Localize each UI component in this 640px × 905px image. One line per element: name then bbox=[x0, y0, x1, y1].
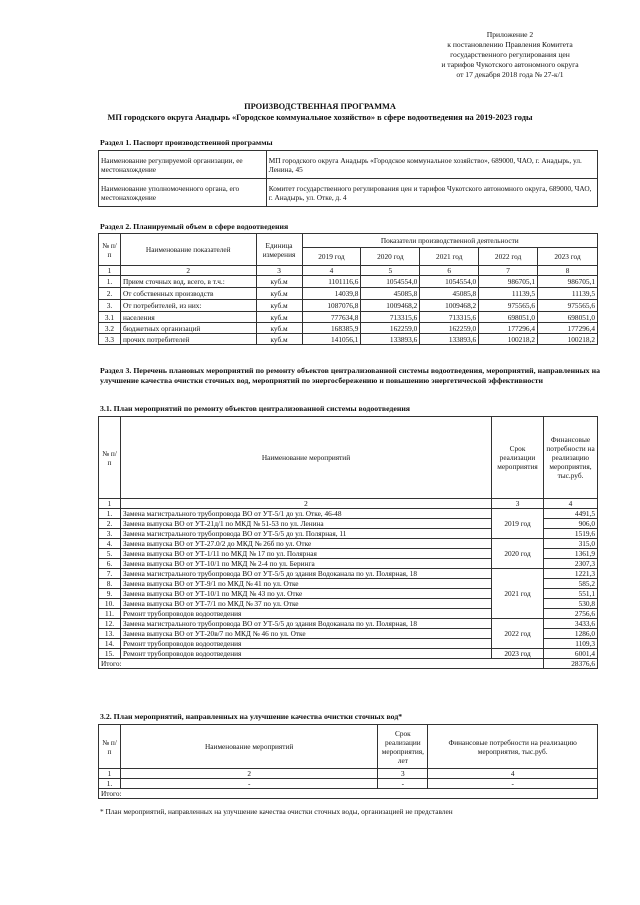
row-value: 1087076,8 bbox=[302, 300, 361, 312]
row-term: 2022 год bbox=[492, 619, 544, 649]
row-num: 10. bbox=[99, 599, 121, 609]
index-cell: 3 bbox=[492, 499, 544, 509]
row-value: 551,1 bbox=[544, 589, 598, 599]
index-cell: 3 bbox=[378, 769, 428, 779]
row-name: Замена выпуска ВО от УТ-9/1 по МКД № 41 по ул. Отке bbox=[120, 579, 491, 589]
row-unit: куб.м bbox=[256, 300, 302, 312]
row-value: 14039,8 bbox=[302, 288, 361, 300]
row-value: 975565,6 bbox=[479, 300, 538, 312]
row-unit: куб.м bbox=[256, 312, 302, 323]
row-name: Замена выпуска ВО от УТ-7/1 по МКД № 37 по ул. Отке bbox=[120, 599, 491, 609]
row-value: 315,0 bbox=[544, 539, 598, 549]
total-row bbox=[99, 789, 598, 799]
index-row bbox=[99, 499, 598, 509]
row-value: 1101116,6 bbox=[302, 276, 361, 288]
row-value: 133893,6 bbox=[361, 334, 420, 345]
total-label: Итого: bbox=[99, 659, 544, 669]
table-header-row bbox=[99, 725, 598, 769]
col-header-year: 2019 год bbox=[302, 248, 361, 266]
col-header-finance: Финансовые потребности на реализацию мероприятия, тыс.руб. bbox=[544, 417, 598, 499]
appendix-line: к постановлению Правления Комитета bbox=[447, 40, 573, 49]
index-cell: 4 bbox=[544, 499, 598, 509]
row-name: Замена выпуска ВО от УТ-21д/1 по МКД № 51-53 по ул. Ленина bbox=[120, 519, 491, 529]
col-header-name: Наименование мероприятий bbox=[120, 417, 491, 499]
table-row bbox=[99, 323, 598, 334]
row-value: 141056,1 bbox=[302, 334, 361, 345]
index-cell: 3 bbox=[256, 266, 302, 276]
row-term: 2021 год bbox=[492, 569, 544, 619]
index-cell: 1 bbox=[99, 499, 121, 509]
row-value: 975565,6 bbox=[538, 300, 598, 312]
row-value: 1009468,2 bbox=[420, 300, 479, 312]
row-value: 2307,3 bbox=[544, 559, 598, 569]
table-row bbox=[99, 300, 598, 312]
row-num: 3.2 bbox=[99, 323, 121, 334]
row-value: 1054554,0 bbox=[420, 276, 479, 288]
row-num: 3.1 bbox=[99, 312, 121, 323]
col-header-num: № п/п bbox=[99, 417, 121, 499]
col-header-term: Срок реализации мероприятия, лет bbox=[378, 725, 428, 769]
passport-value: Комитет государственного регулирования цен и тарифов Чукотского автономного округа, 689000, ЧАО, г. Анадырь, ул. Отке, д. 4 bbox=[266, 179, 597, 207]
row-name: Замена выпуска ВО от УТ-10/1 по МКД № 43 по ул. Отке bbox=[120, 589, 491, 599]
row-unit: куб.м bbox=[256, 288, 302, 300]
row-value: 986705,1 bbox=[479, 276, 538, 288]
index-cell: 8 bbox=[538, 266, 598, 276]
passport-label: Наименование уполномоченного органа, его местонахождение bbox=[99, 179, 267, 207]
col-header-name: Наименование показателей bbox=[120, 234, 256, 266]
row-num: 1. bbox=[99, 509, 121, 519]
row-num: 1. bbox=[99, 779, 121, 789]
section31-heading: 3.1. План мероприятий по ремонту объектов централизованной системы водоотведения bbox=[100, 404, 411, 413]
index-cell: 5 bbox=[361, 266, 420, 276]
document-title bbox=[80, 101, 560, 123]
appendix-header bbox=[420, 30, 600, 80]
table-row bbox=[99, 276, 598, 288]
table-row bbox=[99, 779, 598, 789]
row-num: 6. bbox=[99, 559, 121, 569]
row-num: 9. bbox=[99, 589, 121, 599]
row-value: 11139,5 bbox=[538, 288, 598, 300]
col-header-finance: Финансовые потребности на реализацию мероприятия, тыс.руб. bbox=[428, 725, 598, 769]
table-row bbox=[99, 151, 598, 179]
row-value: 1009468,2 bbox=[361, 300, 420, 312]
row-value: 45085,8 bbox=[361, 288, 420, 300]
table-row bbox=[99, 619, 598, 629]
row-name: Замена магистрального трубопровода ВО от УТ-5/5 до здания Водоканала по ул. Полярная, 18 bbox=[120, 569, 491, 579]
row-name: Ремонт трубопроводов водоотведения bbox=[120, 609, 491, 619]
section2-heading: Раздел 2. Планируемый объем в сфере водоотведения bbox=[100, 222, 289, 231]
row-value: 1286,0 bbox=[544, 629, 598, 639]
table-row bbox=[99, 509, 598, 519]
row-num: 3. bbox=[99, 529, 121, 539]
row-term: - bbox=[378, 779, 428, 789]
row-value: 1361,9 bbox=[544, 549, 598, 559]
row-name: населения bbox=[120, 312, 256, 323]
table-header-row bbox=[99, 417, 598, 499]
row-num: 7. bbox=[99, 569, 121, 579]
row-name: Замена выпуска ВО от УТ-20в/7 по МКД № 46 по ул. Отке bbox=[120, 629, 491, 639]
total-value: 28376,6 bbox=[544, 659, 598, 669]
row-value: 1109,3 bbox=[544, 639, 598, 649]
row-num: 15. bbox=[99, 649, 121, 659]
row-value: 530,8 bbox=[544, 599, 598, 609]
row-num: 12. bbox=[99, 619, 121, 629]
col-header-year: 2021 год bbox=[420, 248, 479, 266]
row-name: Замена выпуска ВО от УТ-27.0/2 до МКД № 26б по ул. Отке bbox=[120, 539, 491, 549]
row-name: бюджетных организаций bbox=[120, 323, 256, 334]
index-cell: 4 bbox=[428, 769, 598, 779]
table-row bbox=[99, 179, 598, 207]
row-value: 2756,6 bbox=[544, 609, 598, 619]
appendix-line: государственного регулирования цен bbox=[450, 50, 570, 59]
row-num: 3. bbox=[99, 300, 121, 312]
row-num: 13. bbox=[99, 629, 121, 639]
treatment-plan-table bbox=[98, 724, 598, 799]
row-value: 177296,4 bbox=[538, 323, 598, 334]
row-value: 168385,9 bbox=[302, 323, 361, 334]
row-value: 777634,8 bbox=[302, 312, 361, 323]
total-row bbox=[99, 659, 598, 669]
row-value: 177296,4 bbox=[479, 323, 538, 334]
row-value: 1519,6 bbox=[544, 529, 598, 539]
row-name: От собственных производств bbox=[120, 288, 256, 300]
passport-label: Наименование регулируемой организации, ее местонахождение bbox=[99, 151, 267, 179]
row-name: Ремонт трубопроводов водоотведения bbox=[120, 649, 491, 659]
table-row bbox=[99, 539, 598, 549]
repair-plan-table bbox=[98, 416, 598, 669]
col-header-year: 2020 год bbox=[361, 248, 420, 266]
row-value: 3433,6 bbox=[544, 619, 598, 629]
col-header-year: 2023 год bbox=[538, 248, 598, 266]
col-header-num: № п/п bbox=[99, 725, 121, 769]
row-num: 11. bbox=[99, 609, 121, 619]
col-header-num: № п/п bbox=[99, 234, 121, 266]
row-name: Замена выпуска ВО от УТ-10/1 по МКД № 2-4 по ул. Беринга bbox=[120, 559, 491, 569]
row-value: 162259,0 bbox=[361, 323, 420, 334]
title-line-1: ПРОИЗВОДСТВЕННАЯ ПРОГРАММА bbox=[244, 102, 396, 111]
row-value: - bbox=[428, 779, 598, 789]
row-name: - bbox=[120, 779, 377, 789]
row-num: 1. bbox=[99, 276, 121, 288]
table-row bbox=[99, 649, 598, 659]
passport-table bbox=[98, 150, 598, 207]
index-cell: 1 bbox=[99, 266, 121, 276]
row-unit: куб.м bbox=[256, 323, 302, 334]
row-value: 1221,3 bbox=[544, 569, 598, 579]
row-value: 713315,6 bbox=[420, 312, 479, 323]
col-header-name: Наименование мероприятий bbox=[120, 725, 377, 769]
row-name: От потребителей, из них: bbox=[120, 300, 256, 312]
row-name: Прием сточных вод, всего, в т.ч.: bbox=[120, 276, 256, 288]
index-cell: 7 bbox=[479, 266, 538, 276]
col-header-group: Показатели производственной деятельности bbox=[302, 234, 597, 248]
row-num: 8. bbox=[99, 579, 121, 589]
row-value: 713315,6 bbox=[361, 312, 420, 323]
row-term: 2020 год bbox=[492, 539, 544, 569]
index-row bbox=[99, 769, 598, 779]
row-value: 100218,2 bbox=[538, 334, 598, 345]
row-term: 2023 год bbox=[492, 649, 544, 659]
section3-heading: Раздел 3. Перечень плановых мероприятий по ремонту объектов централизованной системы водоотведения, мероприятий, направленных на улучшение качества очистки сточных вод, мероприятий по энергосбережению и повышению энергетической эффективности bbox=[100, 366, 600, 385]
row-num: 2. bbox=[99, 288, 121, 300]
col-header-term: Срок реализации мероприятия bbox=[492, 417, 544, 499]
row-name: Замена магистрального трубопровода ВО от УТ-5/1 до ул. Отке, 46-48 bbox=[120, 509, 491, 519]
row-value: 45085,8 bbox=[420, 288, 479, 300]
row-num: 4. bbox=[99, 539, 121, 549]
table-row bbox=[99, 334, 598, 345]
row-name: Замена магистрального трубопровода ВО от УТ-5/5 до здания Водоканала по ул. Полярная, 18 bbox=[120, 619, 491, 629]
row-name: Замена магистрального трубопровода ВО от УТ-5/5 до ул. Полярная, 11 bbox=[120, 529, 491, 539]
footnote: * План мероприятий, направленных на улучшение качества очистки сточных воды, организацией не представлен bbox=[100, 807, 453, 816]
row-value: 162259,0 bbox=[420, 323, 479, 334]
row-value: 4491,5 bbox=[544, 509, 598, 519]
row-num: 3.3 bbox=[99, 334, 121, 345]
row-num: 2. bbox=[99, 519, 121, 529]
row-num: 5. bbox=[99, 549, 121, 559]
col-header-year: 2022 год bbox=[479, 248, 538, 266]
row-value: 100218,2 bbox=[479, 334, 538, 345]
volume-table bbox=[98, 233, 598, 345]
row-value: 6001,4 bbox=[544, 649, 598, 659]
passport-value: МП городского округа Анадырь «Городское коммунальное хозяйство», 689000, ЧАО, г. Анадырь, ул. Ленина, 45 bbox=[266, 151, 597, 179]
section32-heading: 3.2. План мероприятий, направленных на улучшение качества очистки сточных вод* bbox=[100, 712, 403, 721]
row-name: Замена выпуска ВО от УТ-1/11 по МКД № 17 по ул. Полярная bbox=[120, 549, 491, 559]
index-cell: 4 bbox=[302, 266, 361, 276]
row-unit: куб.м bbox=[256, 276, 302, 288]
index-cell: 6 bbox=[420, 266, 479, 276]
total-label: Итого: bbox=[99, 789, 598, 799]
row-value: 133893,6 bbox=[420, 334, 479, 345]
appendix-line: Приложение 2 bbox=[486, 30, 534, 39]
table-row bbox=[99, 288, 598, 300]
row-value: 1054554,0 bbox=[361, 276, 420, 288]
index-row bbox=[99, 266, 598, 276]
row-num: 14. bbox=[99, 639, 121, 649]
row-term: 2019 год bbox=[492, 509, 544, 539]
row-name: Ремонт трубопроводов водоотведения bbox=[120, 639, 491, 649]
index-cell: 2 bbox=[120, 499, 491, 509]
row-value: 11139,5 bbox=[479, 288, 538, 300]
row-value: 585,2 bbox=[544, 579, 598, 589]
table-header-row bbox=[99, 234, 598, 248]
row-value: 906,0 bbox=[544, 519, 598, 529]
row-value: 698051,0 bbox=[538, 312, 598, 323]
col-header-unit: Единица измерения bbox=[256, 234, 302, 266]
table-row bbox=[99, 312, 598, 323]
row-value: 986705,1 bbox=[538, 276, 598, 288]
index-cell: 1 bbox=[99, 769, 121, 779]
row-value: 698051,0 bbox=[479, 312, 538, 323]
section1-heading: Раздел 1. Паспорт производственной программы bbox=[100, 138, 273, 147]
row-name: прочих потребителей bbox=[120, 334, 256, 345]
appendix-line: и тарифов Чукотского автономного округа bbox=[441, 60, 579, 69]
appendix-line: от 17 декабря 2018 года № 27-к/1 bbox=[456, 70, 564, 79]
index-cell: 2 bbox=[120, 769, 377, 779]
index-cell: 2 bbox=[120, 266, 256, 276]
title-line-2: МП городского округа Анадырь «Городское коммунальное хозяйство» в сфере водоотведения на 2019-2023 годы bbox=[107, 113, 533, 122]
row-unit: куб.м bbox=[256, 334, 302, 345]
table-row bbox=[99, 569, 598, 579]
